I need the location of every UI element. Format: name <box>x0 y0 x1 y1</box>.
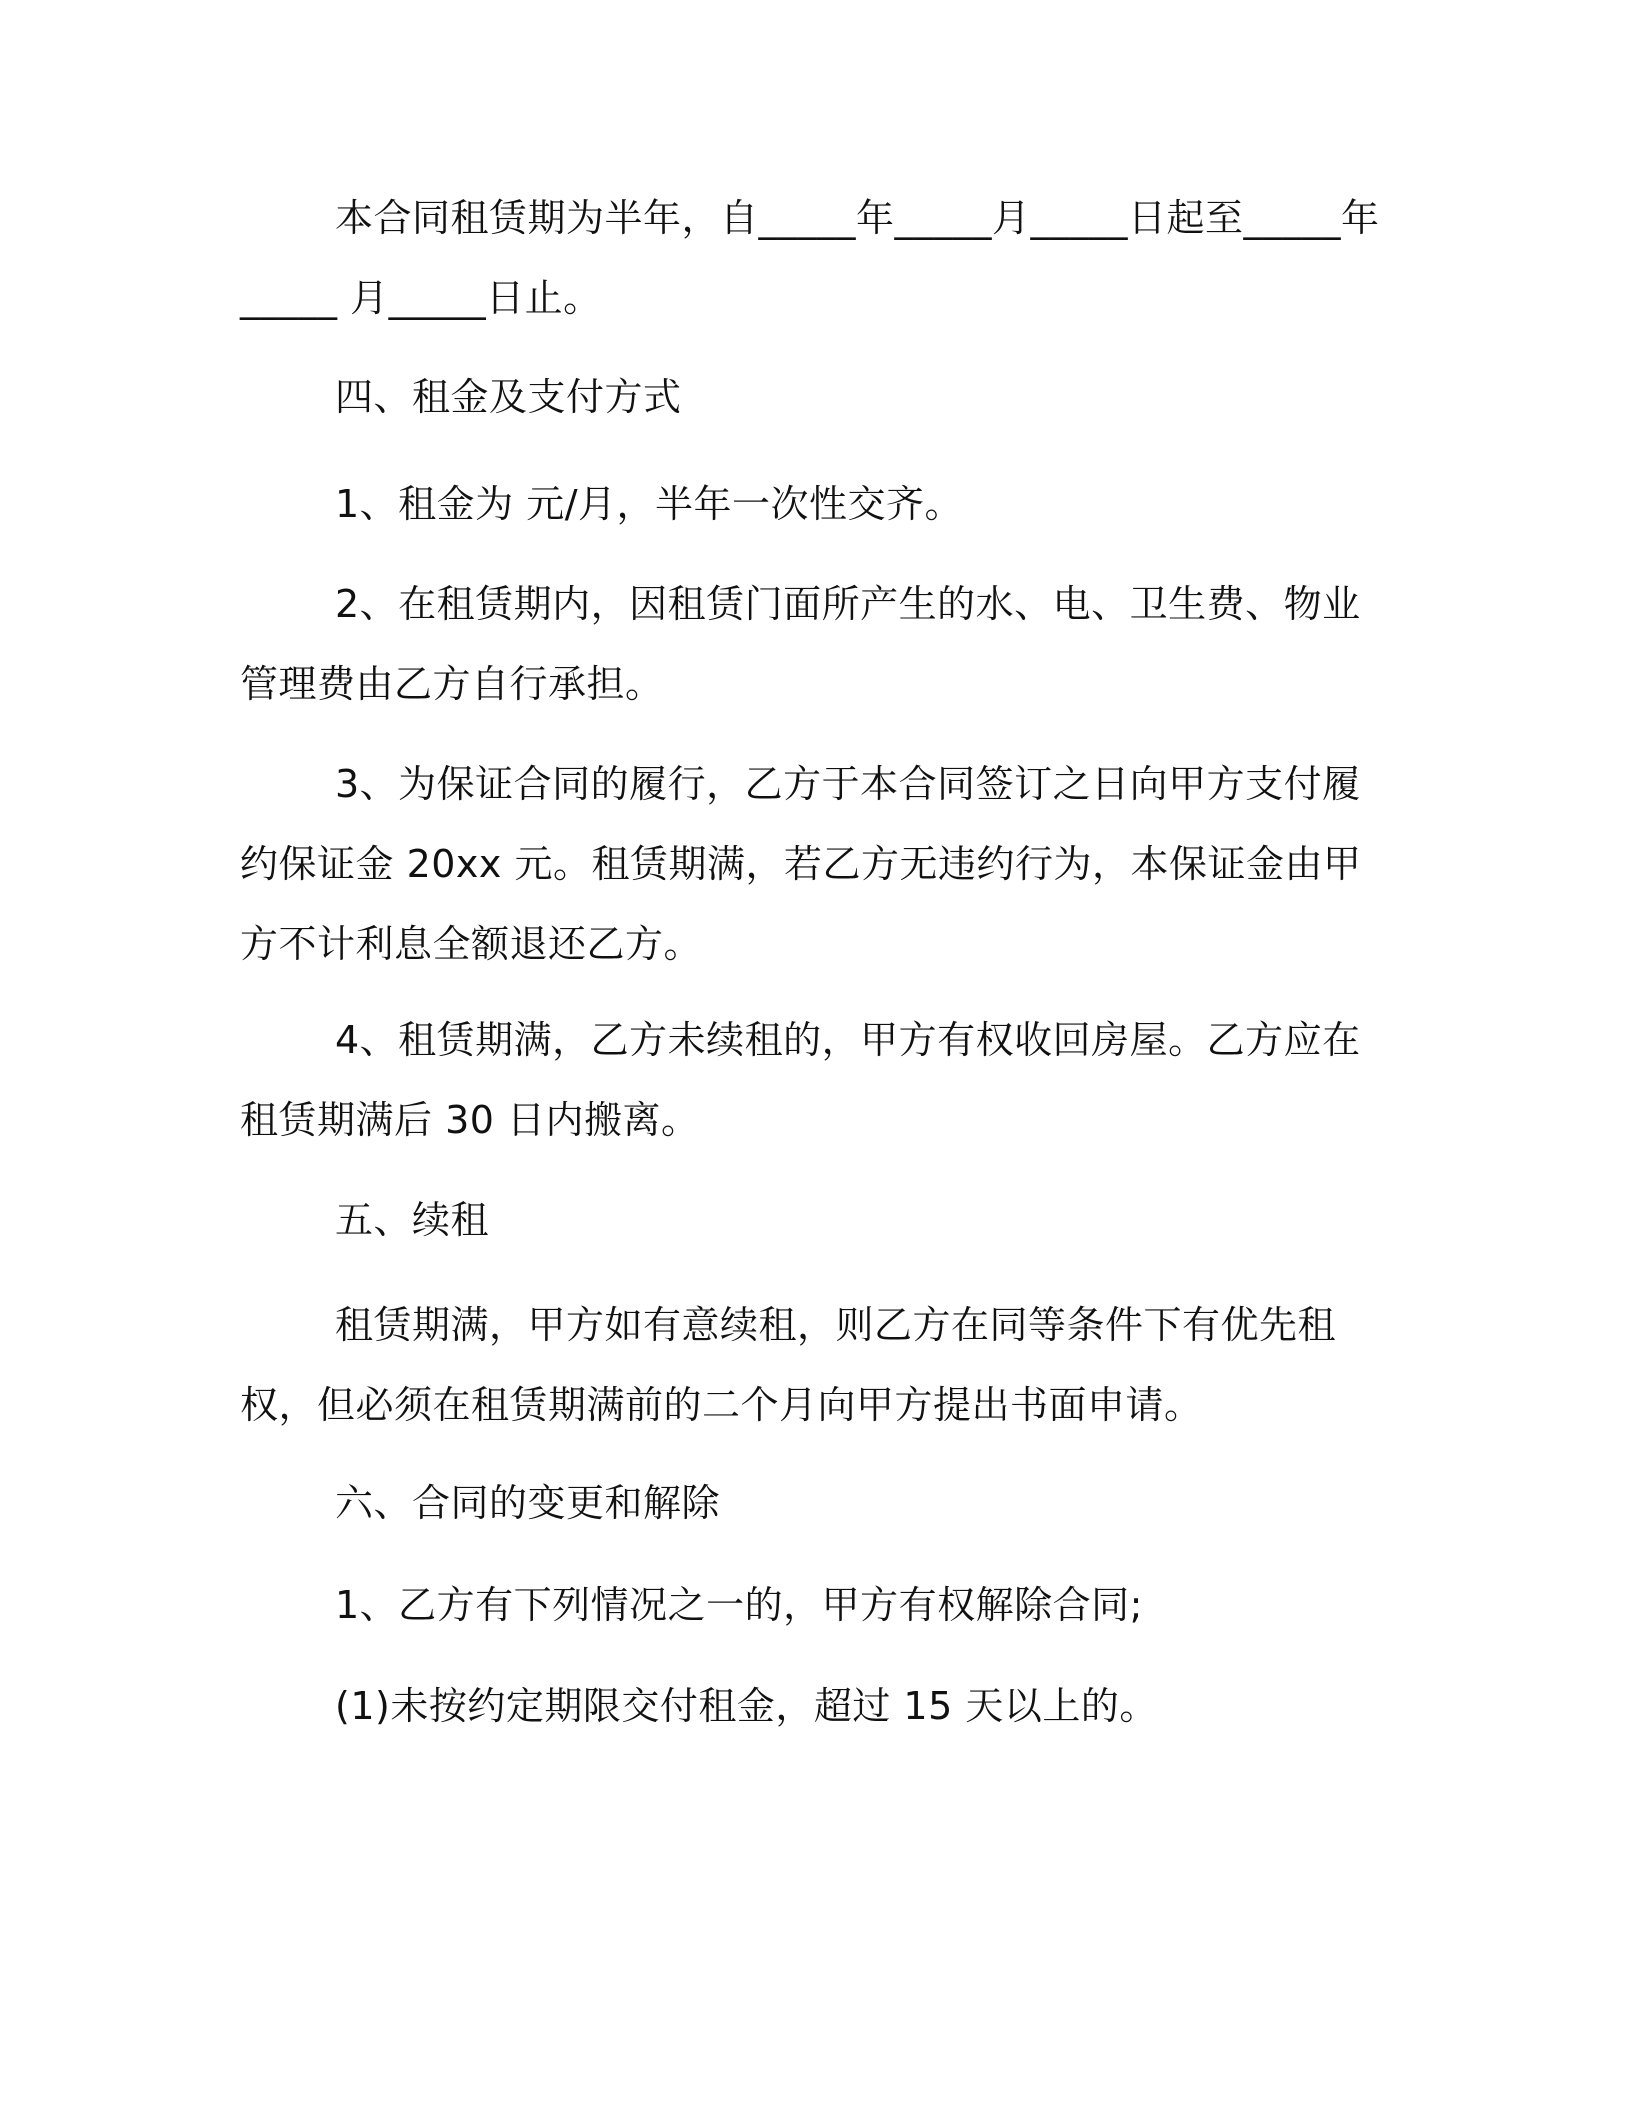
rent-amount-paragraph: 1、租金为 元/月，半年一次性交齐。 <box>335 482 964 526</box>
renewal-paragraph: 租赁期满，甲方如有意续租，则乙方在同等条件下有优先租权，但必须在租赁期满前的二个月向甲方提出书面申请。 <box>240 1303 1337 1427</box>
expiry-paragraph: 4、租赁期满，乙方未续租的，甲方有权收回房屋。乙方应在租赁期满后 30 日内搬离。 <box>240 1018 1361 1142</box>
termination-conditions-paragraph: 1、乙方有下列情况之一的，甲方有权解除合同; <box>335 1583 1143 1627</box>
lease-term-paragraph: 本合同租赁期为半年，自_____年_____月_____日起至_____年_____ 月_____日止。 <box>240 196 1380 320</box>
overdue-rent-paragraph: (1)未按约定期限交付租金，超过 15 天以上的。 <box>335 1684 1158 1728</box>
section-heading-change-termination: 六、合同的变更和解除 <box>335 1481 721 1525</box>
section-heading-renewal: 五、续租 <box>335 1198 490 1242</box>
section-heading-rent-payment: 四、租金及支付方式 <box>335 375 682 419</box>
utilities-paragraph: 2、在租赁期内，因租赁门面所产生的水、电、卫生费、物业管理费由乙方自行承担。 <box>240 582 1361 706</box>
deposit-paragraph: 3、为保证合同的履行，乙方于本合同签订之日向甲方支付履约保证金 20xx 元。租赁期满，若乙方无违约行为，本保证金由甲方不计利息全额退还乙方。 <box>240 762 1362 966</box>
